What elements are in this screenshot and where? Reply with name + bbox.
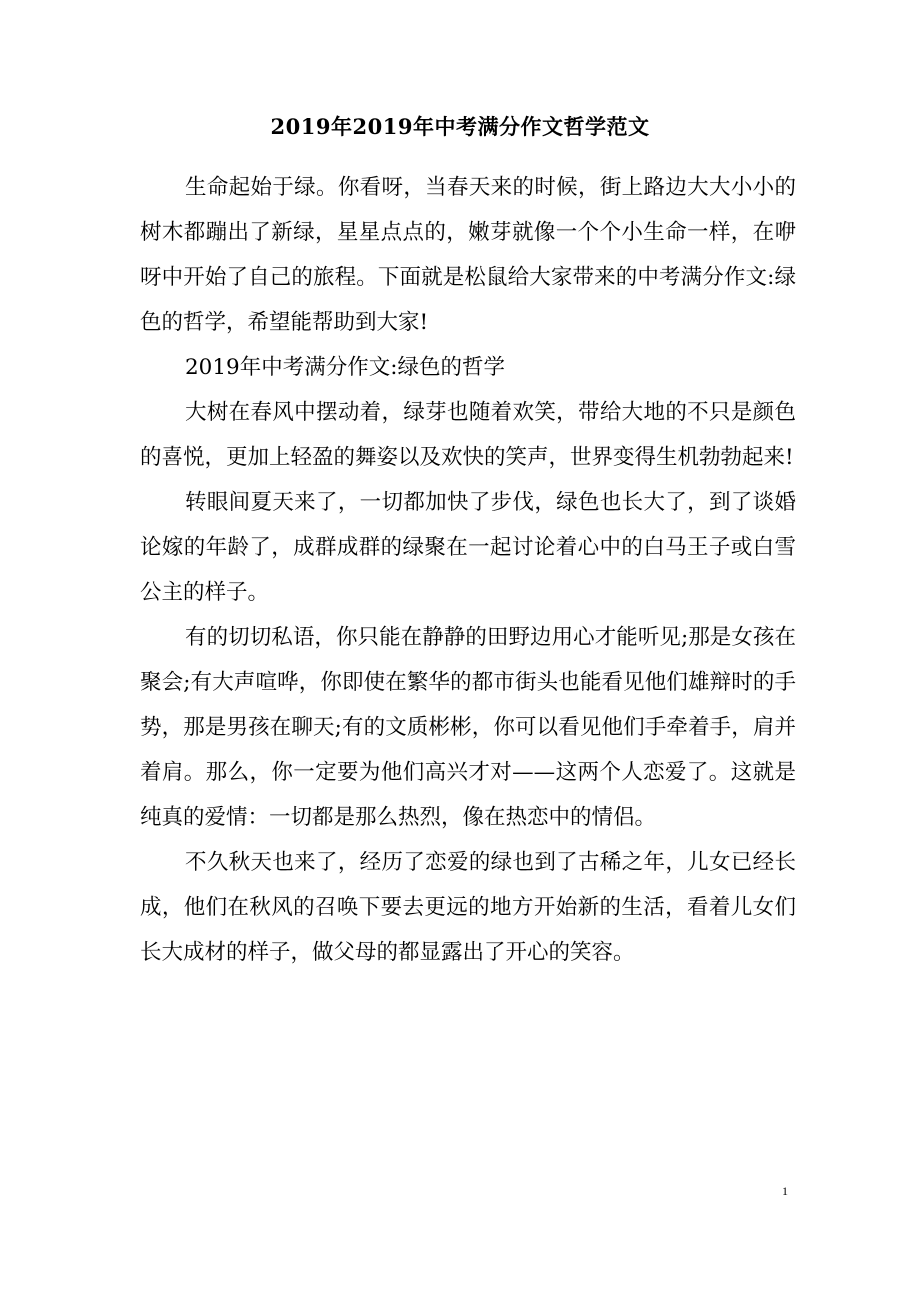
paragraph-spring: 大树在春风中摆动着，绿芽也随着欢笑，带给大地的不只是颜色的喜悦，更加上轻盈的舞姿以及欢快的笑声，世界变得生机勃勃起来!: [140, 400, 796, 470]
paragraph-autumn: 不久秋天也来了，经历了恋爱的绿也到了古稀之年，儿女已经长成，他们在秋风的召唤下要去更远的地方开始新的生活，看着儿女们长大成材的样子，做父母的都显露出了开心的笑容。: [140, 850, 796, 965]
paragraph-summer: 转眼间夏天来了，一切都加快了步伐，绿色也长大了，到了谈婚论嫁的年龄了，成群成群的绿聚在一起讨论着心中的白马王子或白雪公主的样子。: [140, 490, 796, 605]
page-number: 1: [782, 1184, 788, 1198]
paragraph-love: 有的切切私语，你只能在静静的田野边用心才能听见;那是女孩在聚会;有大声喧哗，你即使在繁华的都市街头也能看见他们雄辩时的手势，那是男孩在聊天;有的文质彬彬，你可以看见他们手牵着手，肩并着肩。那么，你一定要为他们高兴才对——这两个人恋爱了。这就是纯真的爱情：一切都是那么热烈，像在热恋中的情侣。: [140, 625, 796, 830]
paragraph-subtitle: 2019年中考满分作文:绿色的哲学: [185, 355, 505, 380]
paragraph-intro: 生命起始于绿。你看呀，当春天来的时候，街上路边大大小小的树木都蹦出了新绿，星星点点的，嫩芽就像一个个小生命一样，在咿呀中开始了自己的旅程。下面就是松鼠给大家带来的中考满分作文:绿色的哲学，希望能帮助到大家!: [140, 175, 796, 335]
document-title: 2019年2019年中考满分作文哲学范文: [270, 114, 650, 139]
document-body: [140, 165, 796, 975]
